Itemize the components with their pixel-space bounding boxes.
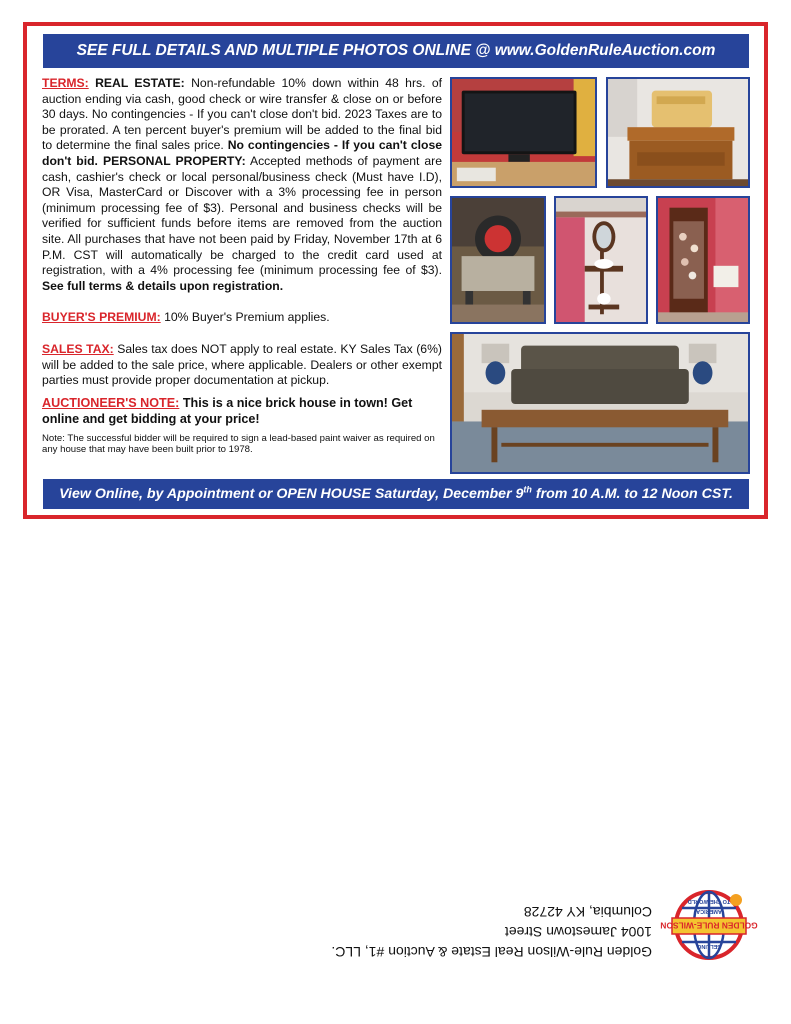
- open-house-bar: [43, 479, 749, 509]
- online-details-banner[interactable]: SEE FULL DETAILS AND MULTIPLE PHOTOS ONLINE @ www.GoldenRuleAuction.com: [43, 34, 749, 68]
- open-house-text: View Online, by Appointment or OPEN HOUSE Saturday, December 9: [59, 486, 524, 502]
- logo-bottom-text: TO THE WORLD: [687, 898, 731, 904]
- sales-tax-paragraph: [42, 342, 442, 389]
- open-house-time: from 10 A.M. to 12 Noon CST.: [531, 486, 733, 502]
- ordinal-suffix: th: [523, 484, 532, 495]
- see-full-terms-text: See full terms & details upon registration.: [42, 278, 284, 293]
- television-photo[interactable]: [450, 77, 597, 188]
- logo-top-text: SELLING: [697, 943, 721, 949]
- terms-heading: TERMS:: [42, 76, 89, 90]
- personal-property-label: PERSONAL PROPERTY:: [102, 153, 246, 168]
- golden-rule-logo: [660, 888, 758, 962]
- personal-property-text: Accepted methods of payment are cash, cashier's check or local personal/business check (Must have I.D), OR Visa, MasterCard or Discover with a 3% processing fee in person (minimum processing fee of $3). Personal and business checks will be verified for sufficient funds before items are removed from the auction site. All purchases that have not been paid by Friday, November 17th at 6 P.M. CST will automatically be charged to the credit card used at registration, with a 4% processing fee (minimum processing fee of $3).: [42, 153, 443, 278]
- washstand-photo[interactable]: [554, 196, 648, 324]
- living-room-photo[interactable]: [450, 332, 750, 474]
- mailing-address: [331, 902, 652, 962]
- sewing-machine-photo[interactable]: [606, 77, 750, 188]
- logo-main-text: GOLDEN RULE-WILSON: [660, 920, 758, 931]
- lead-paint-note: Note: The successful bidder will be required to sign a lead-based paint waiver as required on any house that may have been built prior to 1978.: [42, 432, 435, 455]
- terms-paragraph: [42, 76, 442, 294]
- real-estate-label: REAL ESTATE:: [95, 76, 185, 90]
- city-state-zip: Columbia, KY 42728: [523, 904, 652, 920]
- auction-flyer-panel: [23, 22, 768, 519]
- return-address-block: [300, 880, 760, 970]
- no-contingencies-text: No contingencies - If you can't close don't bid.: [42, 138, 442, 168]
- street-address: 1004 Jamestown Street: [504, 924, 652, 940]
- real-estate-text: Non-refundable 10% down within 48 hrs. of auction ending via cash, good check or wire transfer & close on or before 30 days. No contingencies - If you can't close don't bid. 2023 Taxes are to be prorated. A ten percent buyer's premium will be added to the final bid to determine the final sales price.: [42, 76, 443, 153]
- auctioneer-note-heading: AUCTIONEER'S NOTE:: [42, 395, 180, 410]
- auctioneer-note-text: This is a nice brick house in town! Get online and get bidding at your price!: [42, 395, 413, 427]
- table-saw-photo[interactable]: [450, 196, 546, 324]
- buyers-premium-text: 10% Buyer's Premium applies.: [160, 310, 330, 325]
- sales-tax-text: Sales tax does NOT apply to real estate. KY Sales Tax (6%) will be added to the sale price, where applicable. Dealers or other exempt parties must provide proper documentation at pickup.: [42, 341, 442, 388]
- company-name: Golden Rule-Wilson Real Estate & Auction #1, LLC.: [331, 944, 652, 960]
- terms-column: [42, 76, 442, 455]
- logo-sub-text: AMERICA: [696, 908, 722, 914]
- curio-cabinet-photo[interactable]: [656, 196, 750, 324]
- buyers-premium-paragraph: [42, 310, 442, 326]
- sales-tax-heading: SALES TAX:: [42, 341, 114, 356]
- buyers-premium-heading: BUYER'S PREMIUM:: [42, 310, 161, 325]
- auctioneer-note-paragraph: [42, 395, 442, 428]
